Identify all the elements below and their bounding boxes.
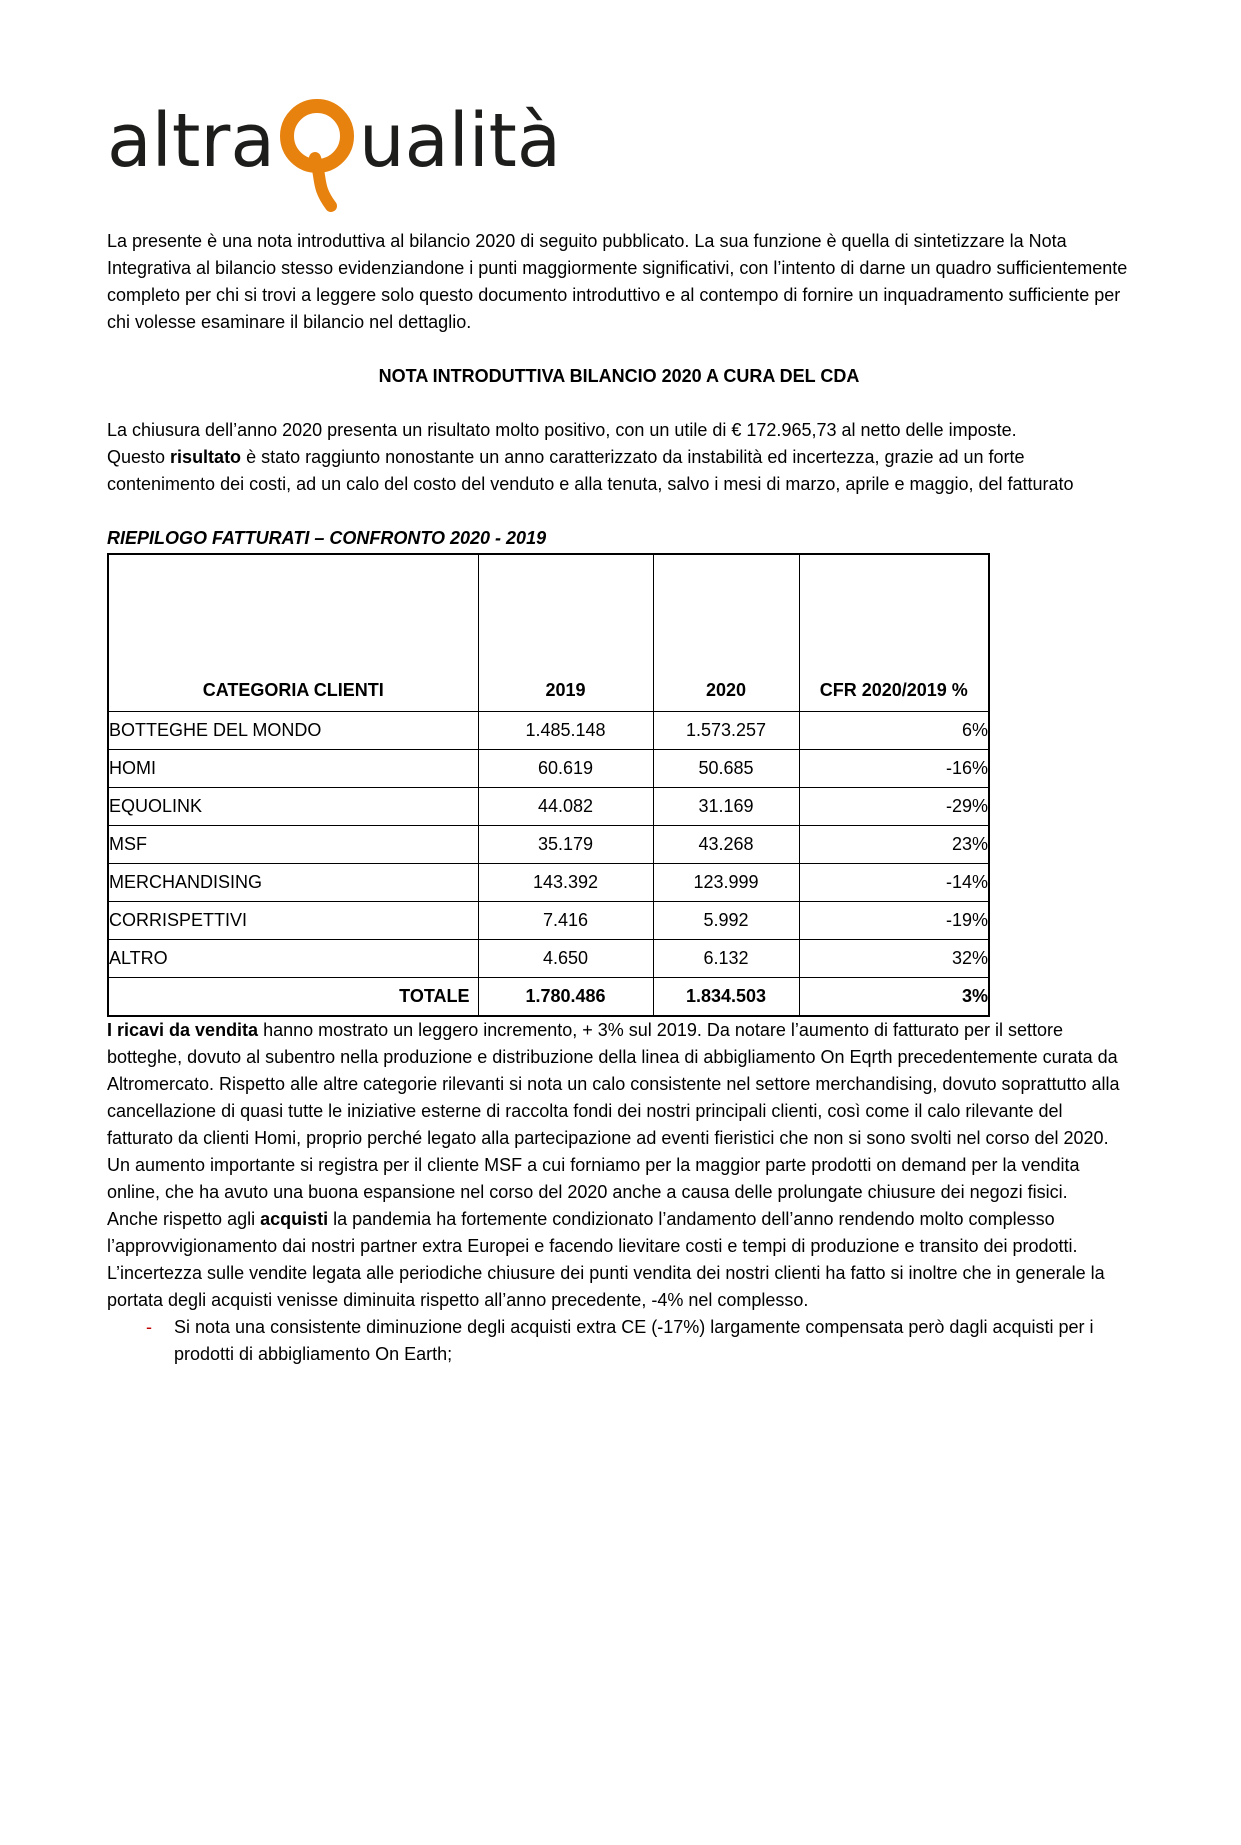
cell-2020: 31.169 bbox=[653, 788, 799, 826]
cell-category: CORRISPETTIVI bbox=[108, 902, 478, 940]
table-title: RIEPILOGO FATTURATI – CONFRONTO 2020 - 2019 bbox=[107, 528, 547, 548]
purchases-paragraph bbox=[107, 1206, 1131, 1314]
cell-total-2020: 1.834.503 bbox=[653, 978, 799, 1017]
cell-2020: 6.132 bbox=[653, 940, 799, 978]
header-2020: 2020 bbox=[653, 554, 799, 712]
cell-cfr: 32% bbox=[799, 940, 989, 978]
cell-2019: 1.485.148 bbox=[478, 712, 653, 750]
cell-2019: 60.619 bbox=[478, 750, 653, 788]
cell-category: HOMI bbox=[108, 750, 478, 788]
table-row-altro bbox=[108, 940, 989, 978]
cell-category: MSF bbox=[108, 826, 478, 864]
cell-2019: 143.392 bbox=[478, 864, 653, 902]
cell-cfr: -16% bbox=[799, 750, 989, 788]
table-row-homi bbox=[108, 750, 989, 788]
logo-text-altra: altra bbox=[107, 98, 275, 184]
cell-total-label: TOTALE bbox=[108, 978, 478, 1017]
intro-paragraph: La presente è una nota introduttiva al bilancio 2020 di seguito pubblicato. La sua funzione è quella di sintetizzare la Nota Integrativa al bilancio stesso evidenziandone i punti maggiormente significativi, con l’intento di darne un quadro sufficientemente completo per chi si trovi a leggere solo questo documento introduttivo e al contempo di fornire un inquadramento sufficiente per chi volesse esaminare il bilancio nel dettaglio. bbox=[107, 231, 1128, 332]
cell-cfr: 6% bbox=[799, 712, 989, 750]
cell-2020: 43.268 bbox=[653, 826, 799, 864]
logo-q-icon bbox=[287, 106, 347, 206]
cell-category: ALTRO bbox=[108, 940, 478, 978]
bullet-text: Si nota una consistente diminuzione degli acquisti extra CE (-17%) largamente compensata però dagli acquisti per i prodotti di abbigliamento On Earth; bbox=[174, 1317, 1094, 1364]
purchases-pre: Anche rispetto agli bbox=[107, 1209, 261, 1229]
cell-cfr: -19% bbox=[799, 902, 989, 940]
header-cfr: CFR 2020/2019 % bbox=[799, 554, 989, 712]
cell-2019: 44.082 bbox=[478, 788, 653, 826]
document-page bbox=[0, 90, 1241, 1368]
revenue-bold: I ricavi da vendita bbox=[107, 1020, 259, 1040]
table-total-row bbox=[108, 978, 989, 1017]
header-categoria-clienti: CATEGORIA CLIENTI bbox=[108, 554, 478, 712]
revenue-paragraph bbox=[107, 1017, 1131, 1206]
result-post: è stato raggiunto nonostante un anno caratterizzato da instabilità ed incertezza, grazie ad un forte contenimento dei costi, ad un calo del costo del venduto e alla tenuta, salvo i mesi di marzo, aprile e maggio, del fatturato bbox=[107, 447, 1074, 494]
cell-total-2019: 1.780.486 bbox=[478, 978, 653, 1017]
result-pre: Questo bbox=[107, 447, 171, 467]
table-header-row bbox=[108, 554, 989, 712]
cell-2020: 50.685 bbox=[653, 750, 799, 788]
company-logo bbox=[107, 90, 1131, 228]
purchases-post: la pandemia ha fortemente condizionato l’andamento dell’anno rendendo molto complesso l’approvvigionamento dai nostri partner extra Europei e facendo lievitare costi e tempi di produzione e transito dei prodotti. L’incertezza sulle vendite legata alle periodiche chiusure dei punti vendita dei nostri clienti ha fatto si inoltre che in generale la portata degli acquisti venisse diminuita rispetto all’anno precedente, -4% nel complesso. bbox=[107, 1209, 1105, 1310]
revenue-post: hanno mostrato un leggero incremento, + 3% sul 2019. Da notare l’aumento di fatturato per il settore botteghe, dovuto al subentro nella produzione e distribuzione della linea di abbigliamento On Eqrth precedentemente curata da Altromercato. Rispetto alle altre categorie rilevanti si nota un calo consistente nel settore merchandising, dovuto soprattutto alla cancellazione di quasi tutte le iniziative esterne di raccolta fondi dei nostri principali clienti, così come il calo rilevante del fatturato da clienti Homi, proprio perché legato alla partecipazione ad eventi fieristici che non si sono svolti nel corso del 2020. Un aumento importante si registra per il cliente MSF a cui forniamo per la maggior parte prodotti on demand per la vendita online, che ha avuto una buona espansione nel corso del 2020 anche a causa delle prolungate chiusure dei negozi fisici. bbox=[107, 1020, 1120, 1202]
cell-total-cfr: 3% bbox=[799, 978, 989, 1017]
cell-2020: 1.573.257 bbox=[653, 712, 799, 750]
table-row-corrispettivi bbox=[108, 902, 989, 940]
bullet-item bbox=[107, 1314, 1131, 1368]
altraqualita-logo bbox=[107, 90, 567, 228]
table-row-msf bbox=[108, 826, 989, 864]
cell-2019: 35.179 bbox=[478, 826, 653, 864]
cell-category: EQUOLINK bbox=[108, 788, 478, 826]
header-2019: 2019 bbox=[478, 554, 653, 712]
cell-2020: 5.992 bbox=[653, 902, 799, 940]
main-heading: NOTA INTRODUTTIVA BILANCIO 2020 A CURA DEL CDA bbox=[378, 366, 860, 386]
table-row-equolink bbox=[108, 788, 989, 826]
closing-result-paragraph: La chiusura dell’anno 2020 presenta un risultato molto positivo, con un utile di € 172.965,73 al netto delle imposte. bbox=[107, 420, 1017, 440]
cell-cfr: -29% bbox=[799, 788, 989, 826]
cell-category: MERCHANDISING bbox=[108, 864, 478, 902]
cell-2020: 123.999 bbox=[653, 864, 799, 902]
purchases-bold: acquisti bbox=[260, 1209, 329, 1229]
cell-2019: 4.650 bbox=[478, 940, 653, 978]
cell-cfr: -14% bbox=[799, 864, 989, 902]
table-row-merchandising bbox=[108, 864, 989, 902]
result-paragraph bbox=[107, 444, 1131, 498]
bullet-dash-icon: - bbox=[146, 1317, 152, 1337]
cell-cfr: 23% bbox=[799, 826, 989, 864]
result-bold: risultato bbox=[170, 447, 242, 467]
cell-2019: 7.416 bbox=[478, 902, 653, 940]
logo-text-ualita: ualità bbox=[359, 98, 561, 184]
table-row-botteghe bbox=[108, 712, 989, 750]
cell-category: BOTTEGHE DEL MONDO bbox=[108, 712, 478, 750]
revenue-table bbox=[107, 553, 990, 1017]
